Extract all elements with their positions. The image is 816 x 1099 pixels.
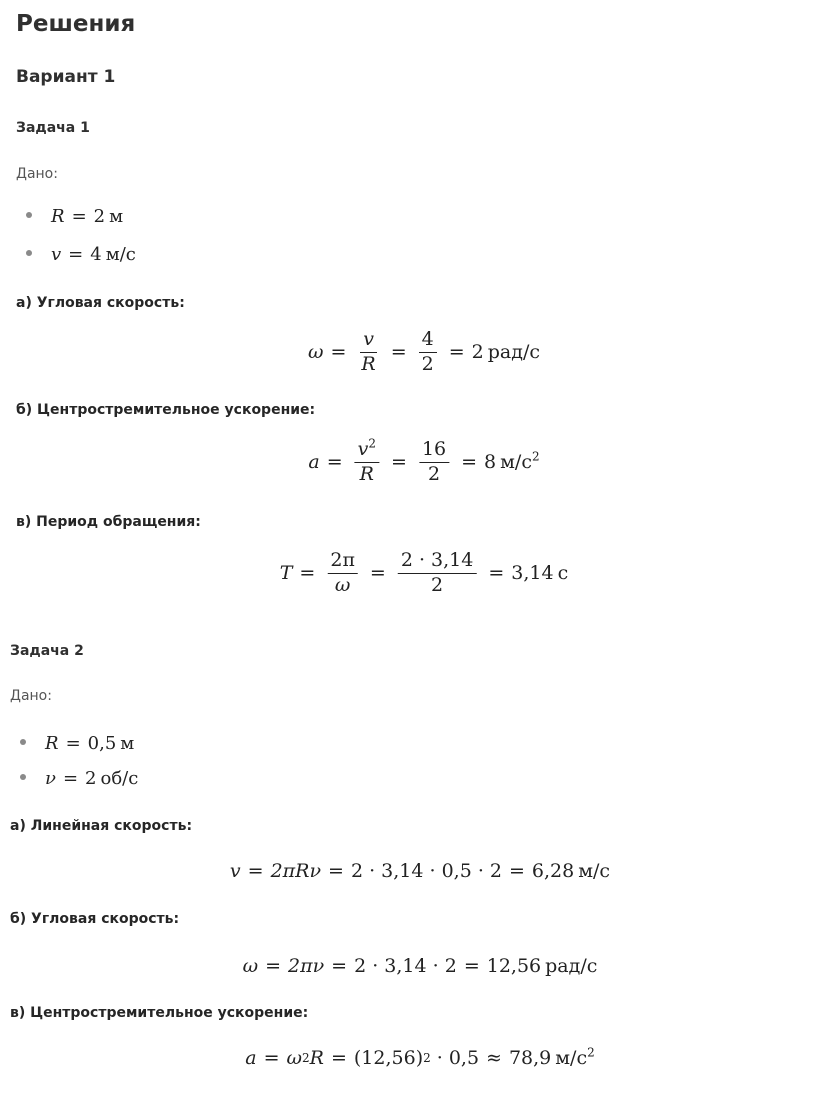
task2-formula-a: v = 2πRν = 2 · 3,14 · 0,5 · 2 = 6,28 м/с xyxy=(229,860,611,882)
task2-part-c-label: в) Центростремительное ускорение: xyxy=(10,1005,309,1021)
task1-formula-b: a = $\frac{v^2}{R}$ = $\frac{16}{2}$ = 8 $м/с^2$ xyxy=(308,436,540,485)
task2-part-a-label: а) Линейная скорость: xyxy=(10,818,193,834)
task2-heading: Задача 2 xyxy=(10,643,84,659)
task2-part-b-label: б) Угловая скорость: xyxy=(10,911,180,927)
bullet-dot xyxy=(26,250,32,256)
task1-part-c-label: в) Период обращения: xyxy=(16,514,201,530)
task1-heading: Задача 1 xyxy=(16,120,90,136)
bullet-dot xyxy=(26,212,32,218)
task2-given-item: ν = 2 об/с xyxy=(20,768,138,789)
task1-part-a-label: а) Угловая скорость: xyxy=(16,295,185,311)
task2-formula-b: ω = 2πν = 2 · 3,14 · 2 = 12,56 рад/с xyxy=(242,955,598,977)
page-title: Решения xyxy=(16,11,136,37)
task1-formula-c: T = $\frac{2\pi}{\omega}$ = $\frac{2 \cdot 3,14}{2}$ = 3,14 с xyxy=(279,549,569,596)
bullet-dot xyxy=(20,774,26,780)
task2-given-item: R = 0,5 м xyxy=(20,733,134,754)
task2-formula-c: a = ω 2 R = (12,56) 2 · 0,5 ≈ 78,9 $м/с^2$ xyxy=(245,1045,595,1069)
task1-part-b-label: б) Центростремительное ускорение: xyxy=(16,402,316,418)
task1-formula-a: ω = $\frac{v}{R}$ = $\frac{4}{2}$ = 2 рад/с xyxy=(308,328,540,375)
task1-given-item: v = 4 м/с xyxy=(26,244,136,265)
task1-given-label: Дано: xyxy=(16,166,58,182)
task1-given-item: R = 2 м xyxy=(26,206,123,227)
variant-heading: Вариант 1 xyxy=(16,67,116,87)
bullet-dot xyxy=(20,739,26,745)
task2-given-label: Дано: xyxy=(10,688,52,704)
